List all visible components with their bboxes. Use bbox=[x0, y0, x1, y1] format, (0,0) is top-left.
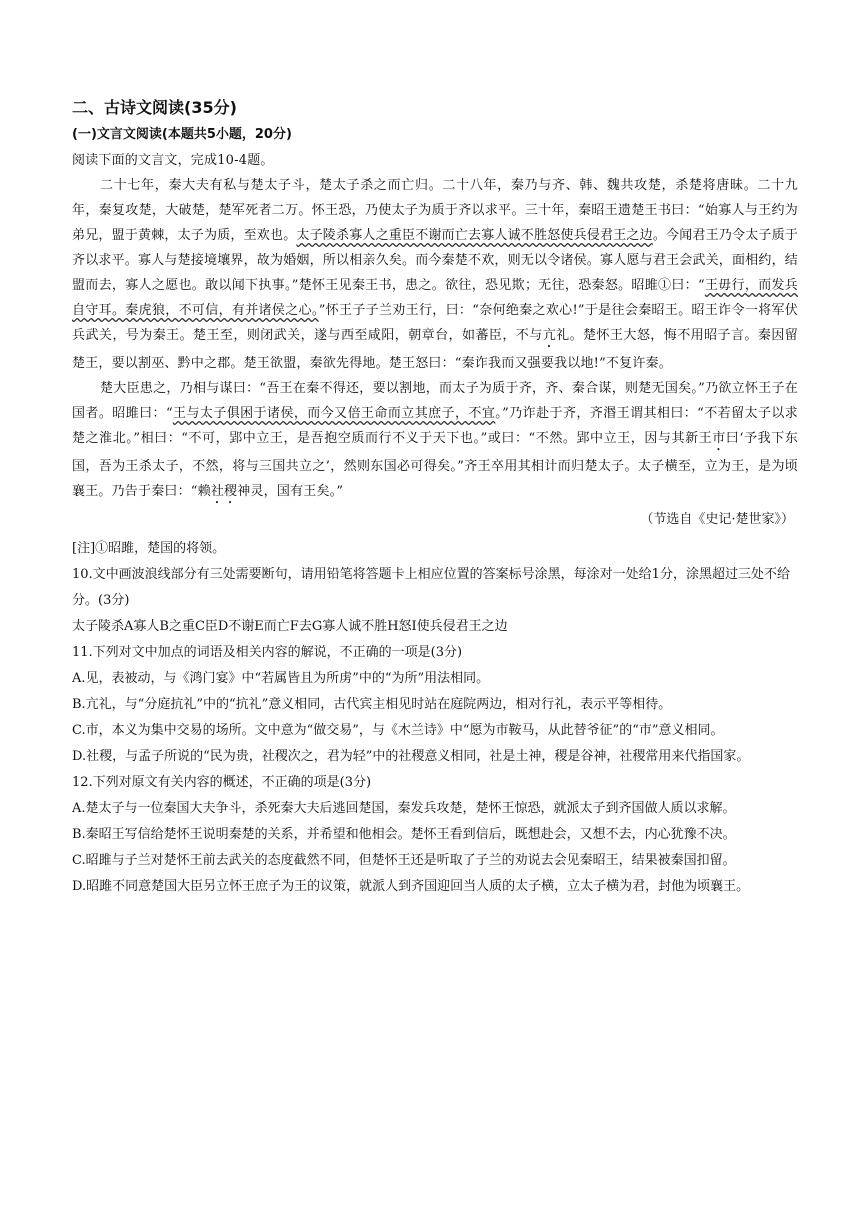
question-11-option-d: D.社稷，与孟子所说的“民为贵，社稷次之，君为轻”中的社稷意义相同，社是土神，稷是谷神，社稷常用来代指国家。 bbox=[72, 749, 750, 764]
passage-segment: 神灵，国有王矣。” bbox=[237, 484, 344, 499]
question-12-stem: 12.下列对原文有关内容的概述，不正确的项是(3分) bbox=[72, 775, 372, 790]
passage-paragraph-1 bbox=[72, 173, 798, 376]
passage-segment: 楚大臣患之，乃相与谋曰：“吾王在秦不得还，要以割地，而太子为质于齐，齐、秦合谋，则楚无国矣。”乃欲立怀王子在国者。昭雎曰：“ bbox=[72, 381, 798, 421]
question-11-stem: 11.下列对文中加点的词语及相关内容的解说，不正确的一项是(3分) bbox=[72, 645, 463, 660]
section-title: 二、古诗文阅读(35分) bbox=[72, 98, 237, 117]
passage-segment: 礼。楚怀王大怒，悔不用昭子言。秦因留楚王，要以割巫、黔中之郡。楚王欲盟，秦欲先得地。楚王怒曰：“秦诈我而又强要我以地!”不复许秦。 bbox=[72, 328, 798, 371]
annotation-note: [注]①昭雎，楚国的将领。 bbox=[72, 541, 226, 556]
dotted-word-kangli: 亢 bbox=[542, 328, 557, 343]
question-11-option-a: A.见，表被动，与《鸿门宴》中“若属皆且为所虏”中的“为所”用法相同。 bbox=[72, 671, 490, 686]
question-10-stem: 10.文中画波浪线部分有三处需要断句，请用铅笔将答题卡上相应位置的答案标号涂黑，每涂对一处给1分，涂黑超过三处不给分。(3分) bbox=[72, 567, 790, 608]
question-11-option-b: B.亢礼，与“分庭抗礼”中的“抗礼”意义相同，古代宾主相见时站在庭院两边，相对行礼，表示平等相待。 bbox=[72, 697, 672, 712]
question-12-option-a: A.楚太子与一位秦国大夫争斗，杀死秦大夫后逃回楚国，秦发兵攻楚，楚怀王惊恐，就派太子到齐国做人质以求解。 bbox=[72, 801, 736, 816]
passage-segment: 曰‘予我下东国，吾为王杀太子，不然，将与三国共立之’，然则东国必可得矣。”齐王卒用其相计而归楚太子。太子横至，立为王，是为顷襄王。乃告于秦曰：“赖 bbox=[72, 431, 798, 499]
question-12-option-c: C.昭雎与子兰对楚怀王前去武关的态度截然不同，但楚怀王还是听取了子兰的劝说去会见秦昭王，结果被秦国扣留。 bbox=[72, 853, 736, 868]
dotted-word-shi: 市 bbox=[712, 431, 726, 446]
wavy-underlined-sentence: 王与太子俱困于诸侯，而今又倍王命而立其庶子，不宜 bbox=[172, 406, 496, 421]
instruction: 阅读下面的文言文，完成10-4题。 bbox=[72, 153, 274, 168]
passage-segment: ”怀王子子兰劝王行，曰：“奈何绝秦之欢心!”于是往会秦昭王。昭王诈令一将军伏兵武关，号为秦王。楚王至，则闭武关，遂与西至咸阳，朝章台，如蕃臣，不与 bbox=[72, 303, 798, 343]
passage-paragraph-2 bbox=[72, 376, 798, 507]
question-12-option-d: D.昭雎不同意楚国大臣另立怀王庶子为王的议策，就派人到齐国迎回当人质的太子横，立太子横为君，封他为顷襄王。 bbox=[72, 879, 750, 894]
passage-segment: 。今闻君王乃令太子质于齐以求平。寡人与楚接境壤界，故为婚姻，所以相亲久矣。而今秦楚不欢，则无以令诸侯。寡人愿与君王会武关，面相约，结盟而去，寡人之愿也。敢以闻下执事。”楚怀王见秦王书，患之。欲往，恐见欺；无往，恐秦怒。昭雎①曰：“ bbox=[72, 228, 799, 293]
passage-segment: 二十七年，秦大夫有私与楚太子斗，楚太子杀之而亡归。二十八年，秦乃与齐、韩、魏共攻楚，杀楚将唐昧。二十九年，秦复攻楚，大破楚，楚军死者二万。怀王恐，乃使太子为质于齐以求平。三十年，秦昭王遗楚王书曰：“始寡人与王约为弟兄，盟于黄棘，太子为质，至欢也。 bbox=[72, 178, 798, 243]
passage-source: （节选自《史记·楚世家》） bbox=[640, 512, 794, 527]
dotted-word-sheji: 社稷 bbox=[210, 484, 238, 499]
question-12-option-b: B.秦昭王写信给楚怀王说明秦楚的关系，并希望和他相会。楚怀王看到信后，既想赴会，又想不去，内心犹豫不决。 bbox=[72, 827, 736, 842]
subsection-title: (一)文言文阅读(本题共5小题，20分) bbox=[72, 127, 292, 142]
document-content bbox=[72, 96, 798, 900]
wavy-underlined-sentence: 太子陵杀寡人之重臣不谢而亡去寡人诚不胜怒使兵侵君王之边 bbox=[296, 228, 653, 243]
wavy-underlined-sentence: 王毋行，而发兵自守耳。秦虎狼，不可信，有并诸侯之心。 bbox=[72, 278, 799, 318]
question-10-answer-line: 太子陵杀A寡人B之重C臣D不谢E而亡F去G寡人诚不胜H怒I使兵侵君王之边 bbox=[72, 619, 508, 634]
question-11-option-c: C.市，本义为集中交易的场所。文中意为“做交易”，与《木兰诗》中“愿为市鞍马，从此替爷征”的“市”意义相同。 bbox=[72, 723, 724, 738]
passage-segment: 。”乃诈赴于齐，齐湣王谓其相曰：“不若留太子以求楚之淮北。”相曰：“不可，郢中立王，是吾抱空质而行不义于天下也。”或曰：“不然。郢中立王，因与其新王 bbox=[72, 406, 799, 446]
